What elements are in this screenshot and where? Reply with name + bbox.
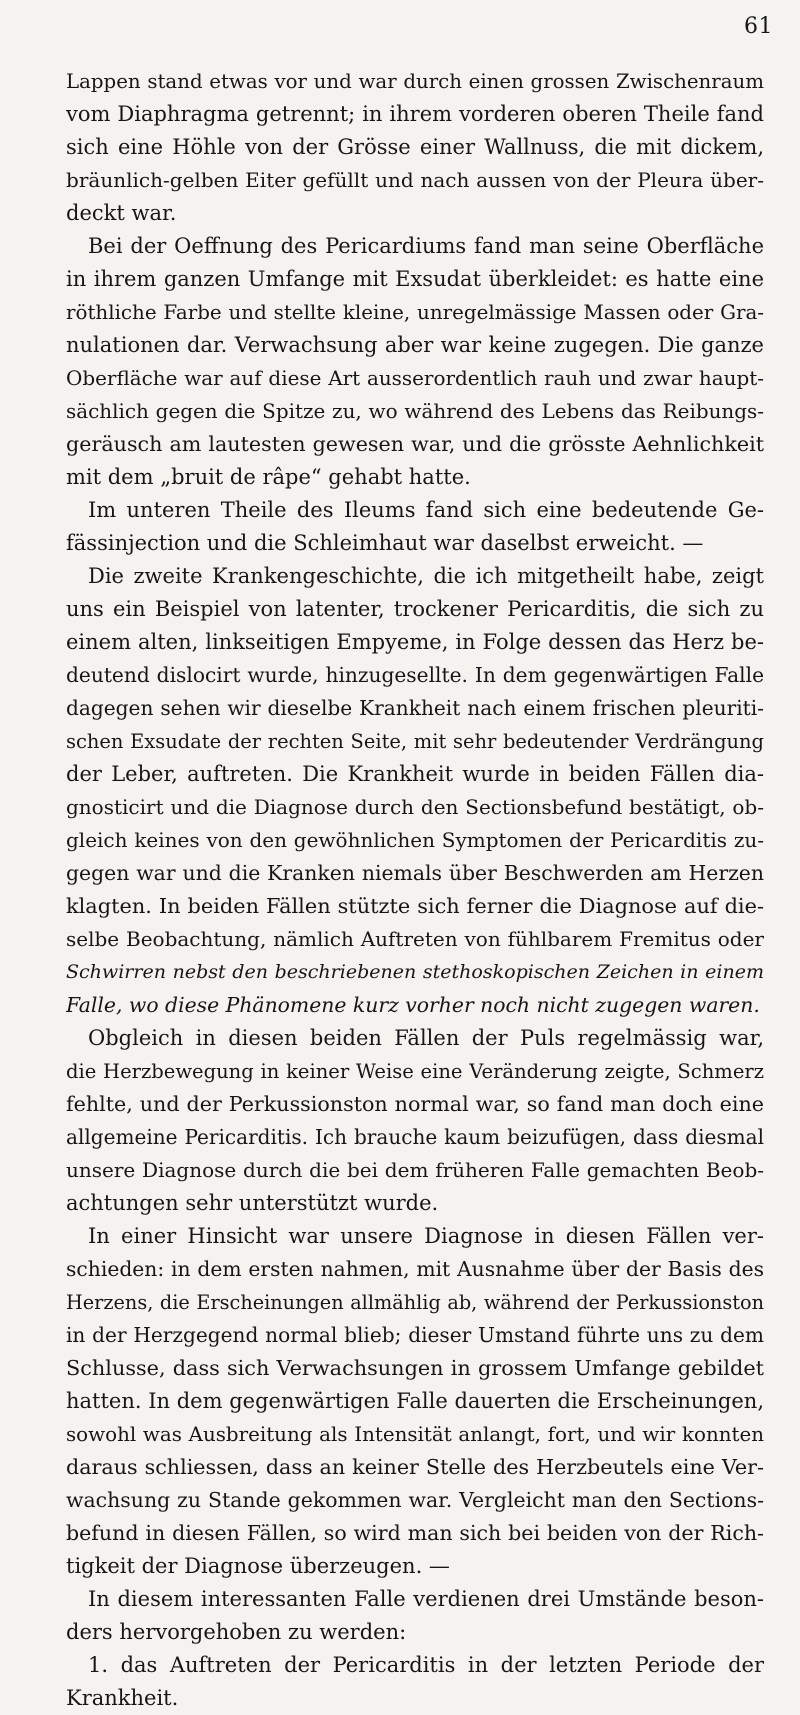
text-line: 1. das Auftreten der Pericarditis in der letzten Periode der — [88, 1653, 764, 1677]
text-line: befund in diesen Fällen, so wird man sich bei beiden von der Rich- — [66, 1521, 764, 1545]
text-line: klagten. In beiden Fällen stützte sich ferner die Diagnose auf die- — [66, 894, 764, 918]
text-line: die Herzbewegung in keiner Weise eine Veränderung zeigte, Schmerz — [66, 1060, 764, 1083]
text-line: nulationen dar. Verwachsung aber war keine zugegen. Die ganze — [66, 333, 764, 357]
text-line: hatten. In dem gegenwärtigen Falle dauerten die Erscheinungen, — [66, 1389, 764, 1413]
text-line: In diesem interessanten Falle verdienen drei Umstände beson- — [88, 1587, 764, 1611]
text-line: Schwirren nebst den beschriebenen stethoskopischen Zeichen in einem — [66, 961, 764, 983]
text-line: allgemeine Pericarditis. Ich brauche kaum beizufügen, dass diesmal — [66, 1125, 764, 1149]
text-line: fehlte, und der Perkussionston normal war, so fand man doch eine — [66, 1092, 764, 1116]
text-line: mit dem „bruit de râpe“ gehabt hatte. — [66, 465, 471, 489]
text-line: bräunlich-gelben Eiter gefüllt und nach aussen von der Pleura über- — [66, 168, 764, 192]
page-number: 61 — [744, 14, 773, 39]
text-line: uns ein Beispiel von latenter, trockener Pericarditis, die sich zu — [66, 597, 764, 621]
body-text — [66, 65, 764, 1715]
text-line: schen Exsudate der rechten Seite, mit sehr bedeutender Verdrängung — [66, 730, 764, 753]
text-line: In einer Hinsicht war unsere Diagnose in diesen Fällen ver- — [88, 1224, 764, 1248]
text-line: Herzens, die Erscheinungen allmählig ab, während der Perkussionston — [66, 1291, 764, 1314]
text-line: einem alten, linkseitigen Empyeme, in Folge dessen das Herz be- — [66, 630, 764, 654]
text-line: daraus schliessen, dass an keiner Stelle des Herzbeutels eine Ver- — [66, 1455, 764, 1479]
text-line: Krankheit. — [66, 1686, 179, 1710]
text-line: Oberfläche war auf diese Art ausserordentlich rauh und zwar haupt- — [66, 366, 764, 390]
text-line: sowohl was Ausbreitung als Intensität anlangt, fort, und wir konnten — [66, 1423, 764, 1446]
text-line: Falle, wo diese Phänomene kurz vorher noch nicht zugegen waren. — [66, 993, 760, 1017]
text-line: tigkeit der Diagnose überzeugen. — — [66, 1554, 450, 1578]
text-line: unsere Diagnose durch die bei dem früheren Falle gemachten Beob- — [66, 1158, 764, 1182]
text-line: gegen war und die Kranken niemals über Beschwerden am Herzen — [66, 861, 764, 885]
text-line: Im unteren Theile des Ileums fand sich eine bedeutende Ge- — [88, 498, 764, 522]
text-line: Die zweite Krankengeschichte, die ich mitgetheilt habe, zeigt — [88, 564, 764, 588]
text-line: deckt war. — [66, 201, 177, 225]
text-line: Obgleich in diesen beiden Fällen der Puls regelmässig war, — [88, 1026, 764, 1050]
text-line: gnosticirt und die Diagnose durch den Sectionsbefund bestätigt, ob- — [66, 795, 764, 819]
text-line: selbe Beobachtung, nämlich Auftreten von fühlbarem Fremitus oder — [66, 927, 764, 951]
text-line: ders hervorgehoben zu werden: — [66, 1620, 407, 1644]
text-line: röthliche Farbe und stellte kleine, unregelmässige Massen oder Gra- — [66, 301, 764, 324]
text-line: der Leber, auftreten. Die Krankheit wurde in beiden Fällen dia- — [66, 762, 764, 786]
text-line: Lappen stand etwas vor und war durch einen grossen Zwischenraum — [66, 70, 764, 93]
text-line: Bei der Oeffnung des Pericardiums fand man seine Oberfläche — [88, 234, 764, 258]
text-line: in ihrem ganzen Umfange mit Exsudat überkleidet: es hatte eine — [66, 267, 764, 291]
text-line: dagegen sehen wir dieselbe Krankheit nach einem frischen pleuriti- — [66, 696, 764, 720]
text-line: fässinjection und die Schleimhaut war daselbst erweicht. — — [66, 531, 704, 555]
text-line: sächlich gegen die Spitze zu, wo während des Lebens das Reibungs- — [66, 399, 764, 423]
text-line: in der Herzgegend normal blieb; dieser Umstand führte uns zu dem — [66, 1323, 764, 1347]
text-line: schieden: in dem ersten nahmen, mit Ausnahme über der Basis des — [66, 1257, 764, 1281]
text-line: deutend dislocirt wurde, hinzugesellte. In dem gegenwärtigen Falle — [66, 663, 764, 687]
text-line: Schlusse, dass sich Verwachsungen in grossem Umfange gebildet — [66, 1356, 764, 1380]
text-line: achtungen sehr unterstützt wurde. — [66, 1191, 439, 1215]
text-line: geräusch am lautesten gewesen war, und die grösste Aehnlichkeit — [66, 432, 764, 456]
text-line: vom Diaphragma getrennt; in ihrem vorderen oberen Theile fand — [66, 102, 764, 126]
text-line: wachsung zu Stande gekommen war. Vergleicht man den Sections- — [66, 1488, 764, 1512]
text-line: sich eine Höhle von der Grösse einer Wallnuss, die mit dickem, — [66, 135, 764, 159]
text-line: gleich keines von den gewöhnlichen Symptomen der Pericarditis zu- — [66, 828, 764, 852]
